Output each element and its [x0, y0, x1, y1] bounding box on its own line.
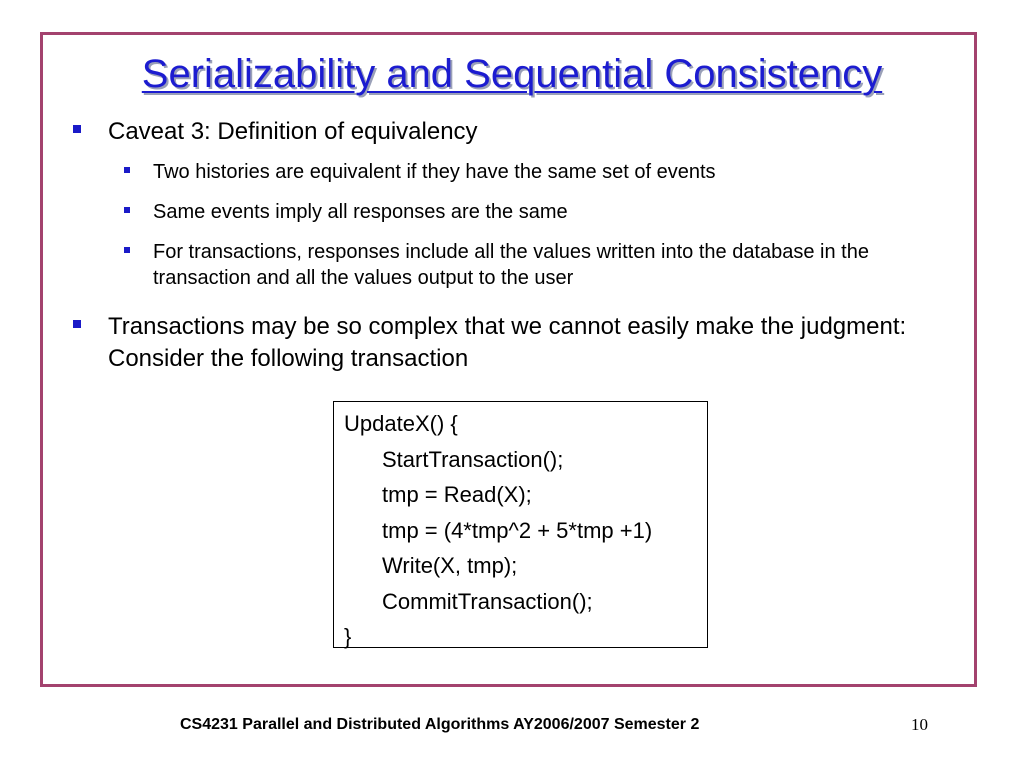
code-line: tmp = (4*tmp^2 + 5*tmp +1) [382, 517, 653, 543]
code-line: } [344, 624, 352, 649]
code-line: CommitTransaction(); [382, 588, 593, 614]
code-box [333, 401, 708, 648]
square-bullet-icon [73, 125, 81, 133]
square-bullet-icon [124, 207, 130, 213]
sub-bullet-text: Same events imply all responses are the same [153, 201, 568, 223]
sub-bullet-same-events [124, 199, 904, 225]
code-line: StartTransaction(); [382, 446, 564, 472]
code-line: UpdateX() { [344, 411, 458, 436]
bullet-text: Transactions may be so complex that we cannot easily make the judgment: Consider the following transaction [108, 313, 907, 372]
bullet-complex [73, 311, 953, 375]
slide-title: Serializability and Sequential Consistency [141, 52, 883, 96]
sub-bullet-transactions [124, 239, 914, 291]
sub-bullet-text: For transactions, responses include all the values written into the database in the transaction and all the values output to the user [153, 241, 869, 289]
sub-bullet-equivalent [124, 159, 904, 185]
square-bullet-icon [124, 247, 130, 253]
page-number: 10 [911, 715, 928, 734]
bullet-caveat [73, 116, 953, 148]
square-bullet-icon [73, 320, 81, 328]
sub-bullet-text: Two histories are equivalent if they have the same set of events [153, 161, 716, 183]
code-line: Write(X, tmp); [382, 553, 518, 578]
square-bullet-icon [124, 167, 130, 173]
bullet-text: Caveat 3: Definition of equivalency [108, 118, 478, 145]
slide-footer: CS4231 Parallel and Distributed Algorithms AY2006/2007 Semester 2 [180, 716, 700, 733]
code-line: tmp = Read(X); [382, 482, 532, 507]
